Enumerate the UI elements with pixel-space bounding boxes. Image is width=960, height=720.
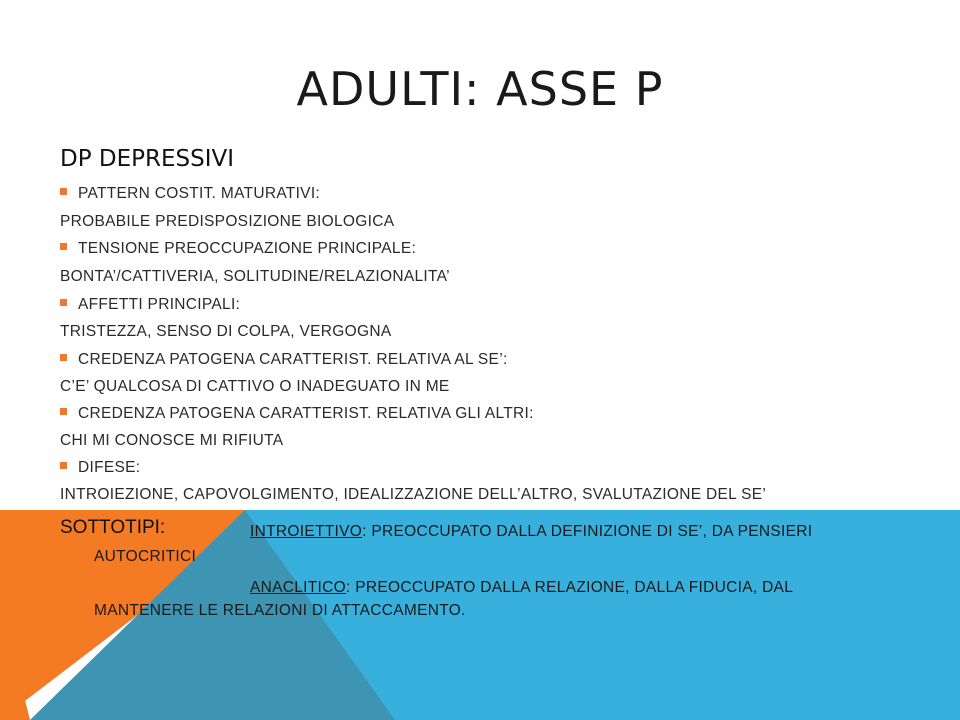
- item-value: INTROIEZIONE, CAPOVOLGIMENTO, IDEALIZZAZIONE DELL’ALTRO, SVALUTAZIONE DEL SE’: [60, 486, 767, 503]
- bullet-item: [60, 240, 416, 258]
- bullet-item: [60, 459, 140, 477]
- subtype-term: INTROIETTIVO: [250, 523, 363, 540]
- subtype-text: : PREOCCUPATO DALLA DEFINIZIONE DI SE’, DA PENSIERI: [362, 523, 813, 540]
- item-value: C’E’ QUALCOSA DI CATTIVO O INADEGUATO IN ME: [60, 378, 450, 395]
- item-value: BONTA’/CATTIVERIA, SOLITUDINE/RELAZIONALITA’: [60, 268, 450, 285]
- bullet-label: CREDENZA PATOGENA CARATTERIST. RELATIVA AL SE’:: [78, 351, 508, 368]
- bullet-item: [60, 296, 240, 314]
- section-heading: DP DEPRESSIVI: [60, 146, 235, 172]
- subtypes-label: SOTTOTIPI:: [60, 517, 166, 538]
- bullet-item: [60, 405, 534, 423]
- subtype-term: ANACLITICO: [250, 579, 347, 596]
- bullet-label: TENSIONE PREOCCUPAZIONE PRINCIPALE:: [78, 240, 417, 257]
- square-bullet-icon: [60, 462, 67, 469]
- bullet-item: [60, 185, 320, 203]
- square-bullet-icon: [60, 188, 67, 195]
- square-bullet-icon: [60, 408, 67, 415]
- subtype-anaclitico: [250, 579, 793, 597]
- item-value: CHI MI CONOSCE MI RIFIUTA: [60, 432, 284, 449]
- subtype-continuation: MANTENERE LE RELAZIONI DI ATTACCAMENTO.: [94, 602, 466, 619]
- bullet-label: AFFETTI PRINCIPALI:: [78, 296, 241, 313]
- subtype-text: : PREOCCUPATO DALLA RELAZIONE, DALLA FIDUCIA, DAL: [346, 579, 794, 596]
- slide-title: ADULTI: ASSE P: [296, 62, 664, 116]
- bullet-label: CREDENZA PATOGENA CARATTERIST. RELATIVA GLI ALTRI:: [78, 405, 534, 422]
- bullet-label: DIFESE:: [78, 459, 141, 476]
- bullet-item: [60, 351, 508, 369]
- square-bullet-icon: [60, 299, 67, 306]
- square-bullet-icon: [60, 243, 67, 250]
- subtype-introiettivo: [250, 523, 812, 541]
- bullet-label: PATTERN COSTIT. MATURATIVI:: [78, 185, 321, 202]
- item-value: TRISTEZZA, SENSO DI COLPA, VERGOGNA: [60, 323, 392, 340]
- subtype-continuation: AUTOCRITICI: [94, 548, 197, 565]
- item-value: PROBABILE PREDISPOSIZIONE BIOLOGICA: [60, 213, 395, 230]
- square-bullet-icon: [60, 354, 67, 361]
